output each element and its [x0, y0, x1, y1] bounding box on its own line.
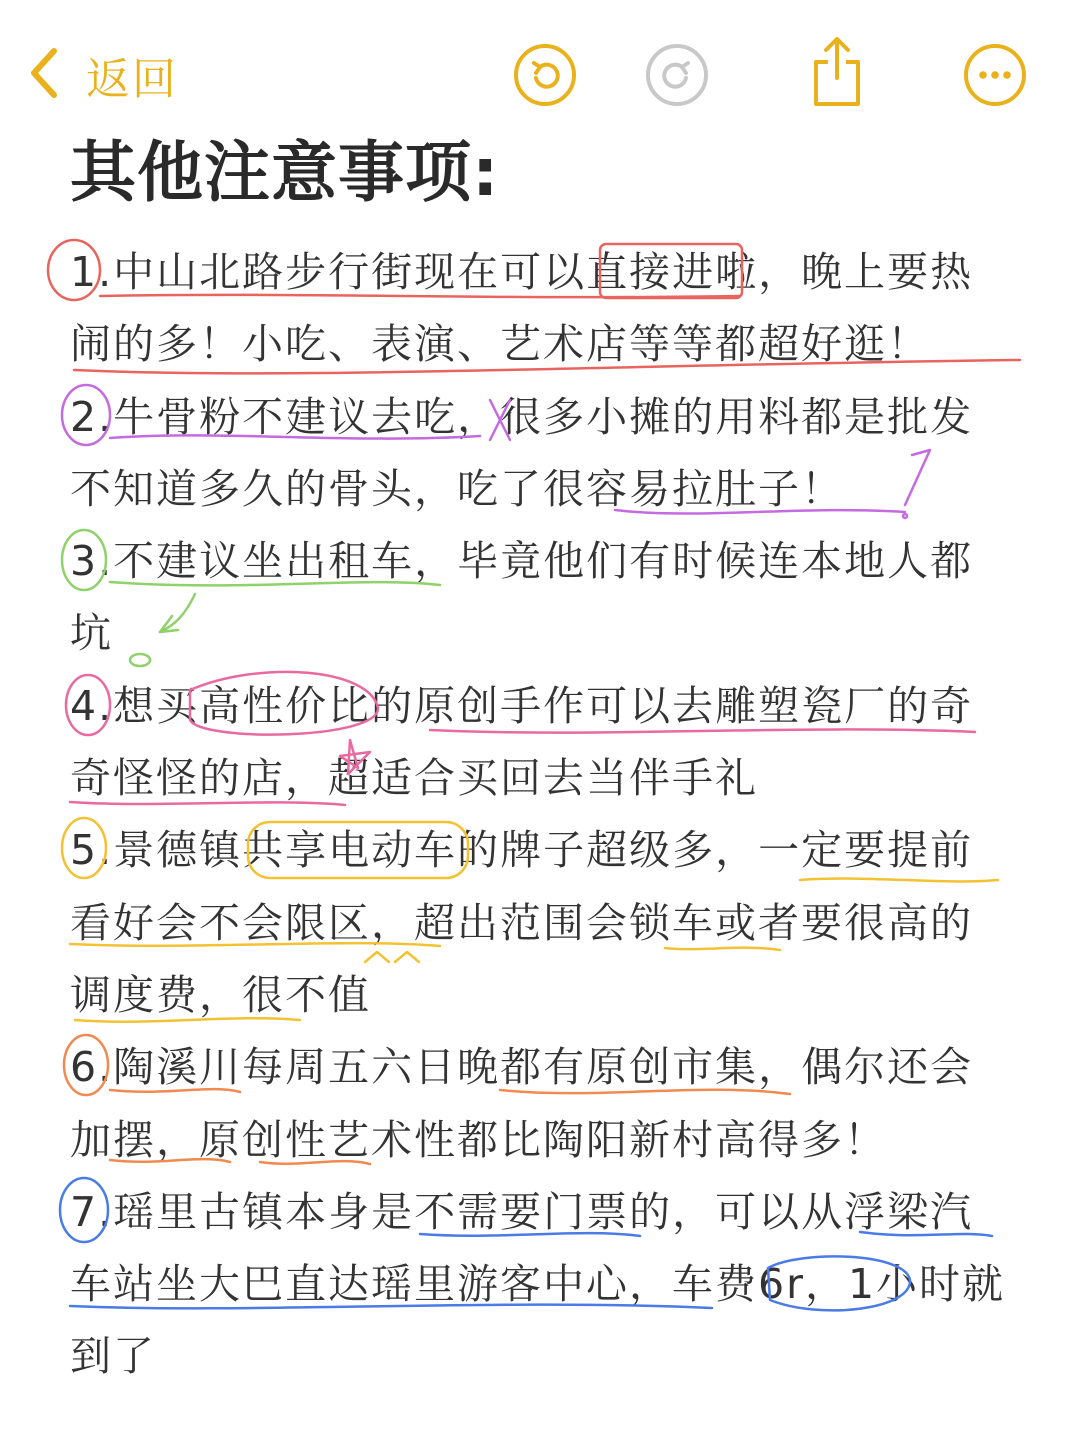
note-item-5: 5.景德镇共享电动车的牌子超级多，一定要提前看好会不会限区，超出范围会锁车或者要很高的调度费，很不值	[70, 826, 974, 1019]
redo-icon	[644, 93, 710, 112]
chevron-left-icon	[22, 43, 66, 107]
back-label: 返回	[86, 54, 178, 105]
note-item-7: 7.瑶里古镇本身是不需要门票的，可以从浮梁汽车站坐大巴直达瑶里游客中心，车费6r，1小时就到了	[70, 1187, 1006, 1381]
more-icon	[962, 93, 1028, 112]
more-button[interactable]	[962, 42, 1028, 108]
note-body[interactable]	[70, 236, 1010, 1393]
note-item-2: 2.牛骨粉不建议去吃，很多小摊的用料都是批发不知道多久的骨头，吃了很容易拉肚子！	[70, 392, 974, 513]
back-button[interactable]	[22, 40, 178, 110]
redo-button[interactable]	[644, 42, 710, 108]
note-title: 其他注意事项:	[70, 134, 500, 211]
toolbar	[0, 0, 1080, 130]
share-icon	[804, 95, 870, 114]
note-item-3: 3.不建议坐出租车，毕竟他们有时候连本地人都坑	[70, 537, 974, 658]
undo-button[interactable]	[512, 42, 578, 108]
undo-icon	[512, 93, 578, 112]
note-item-4: 4.想买高性价比的原创手作可以去雕塑瓷厂的奇奇怪怪的店，超适合买回去当伴手礼	[70, 681, 974, 803]
note-item-1: 1.中山北路步行街现在可以直接进啦，晚上要热闹的多！小吃、表演、艺术店等等都超好逛！	[70, 248, 974, 369]
share-button[interactable]	[804, 34, 870, 100]
note-item-6: 6.陶溪川每周五六日晚都有原创市集，偶尔还会加摆，原创性艺术性都比陶阳新村高得多！	[70, 1043, 974, 1164]
